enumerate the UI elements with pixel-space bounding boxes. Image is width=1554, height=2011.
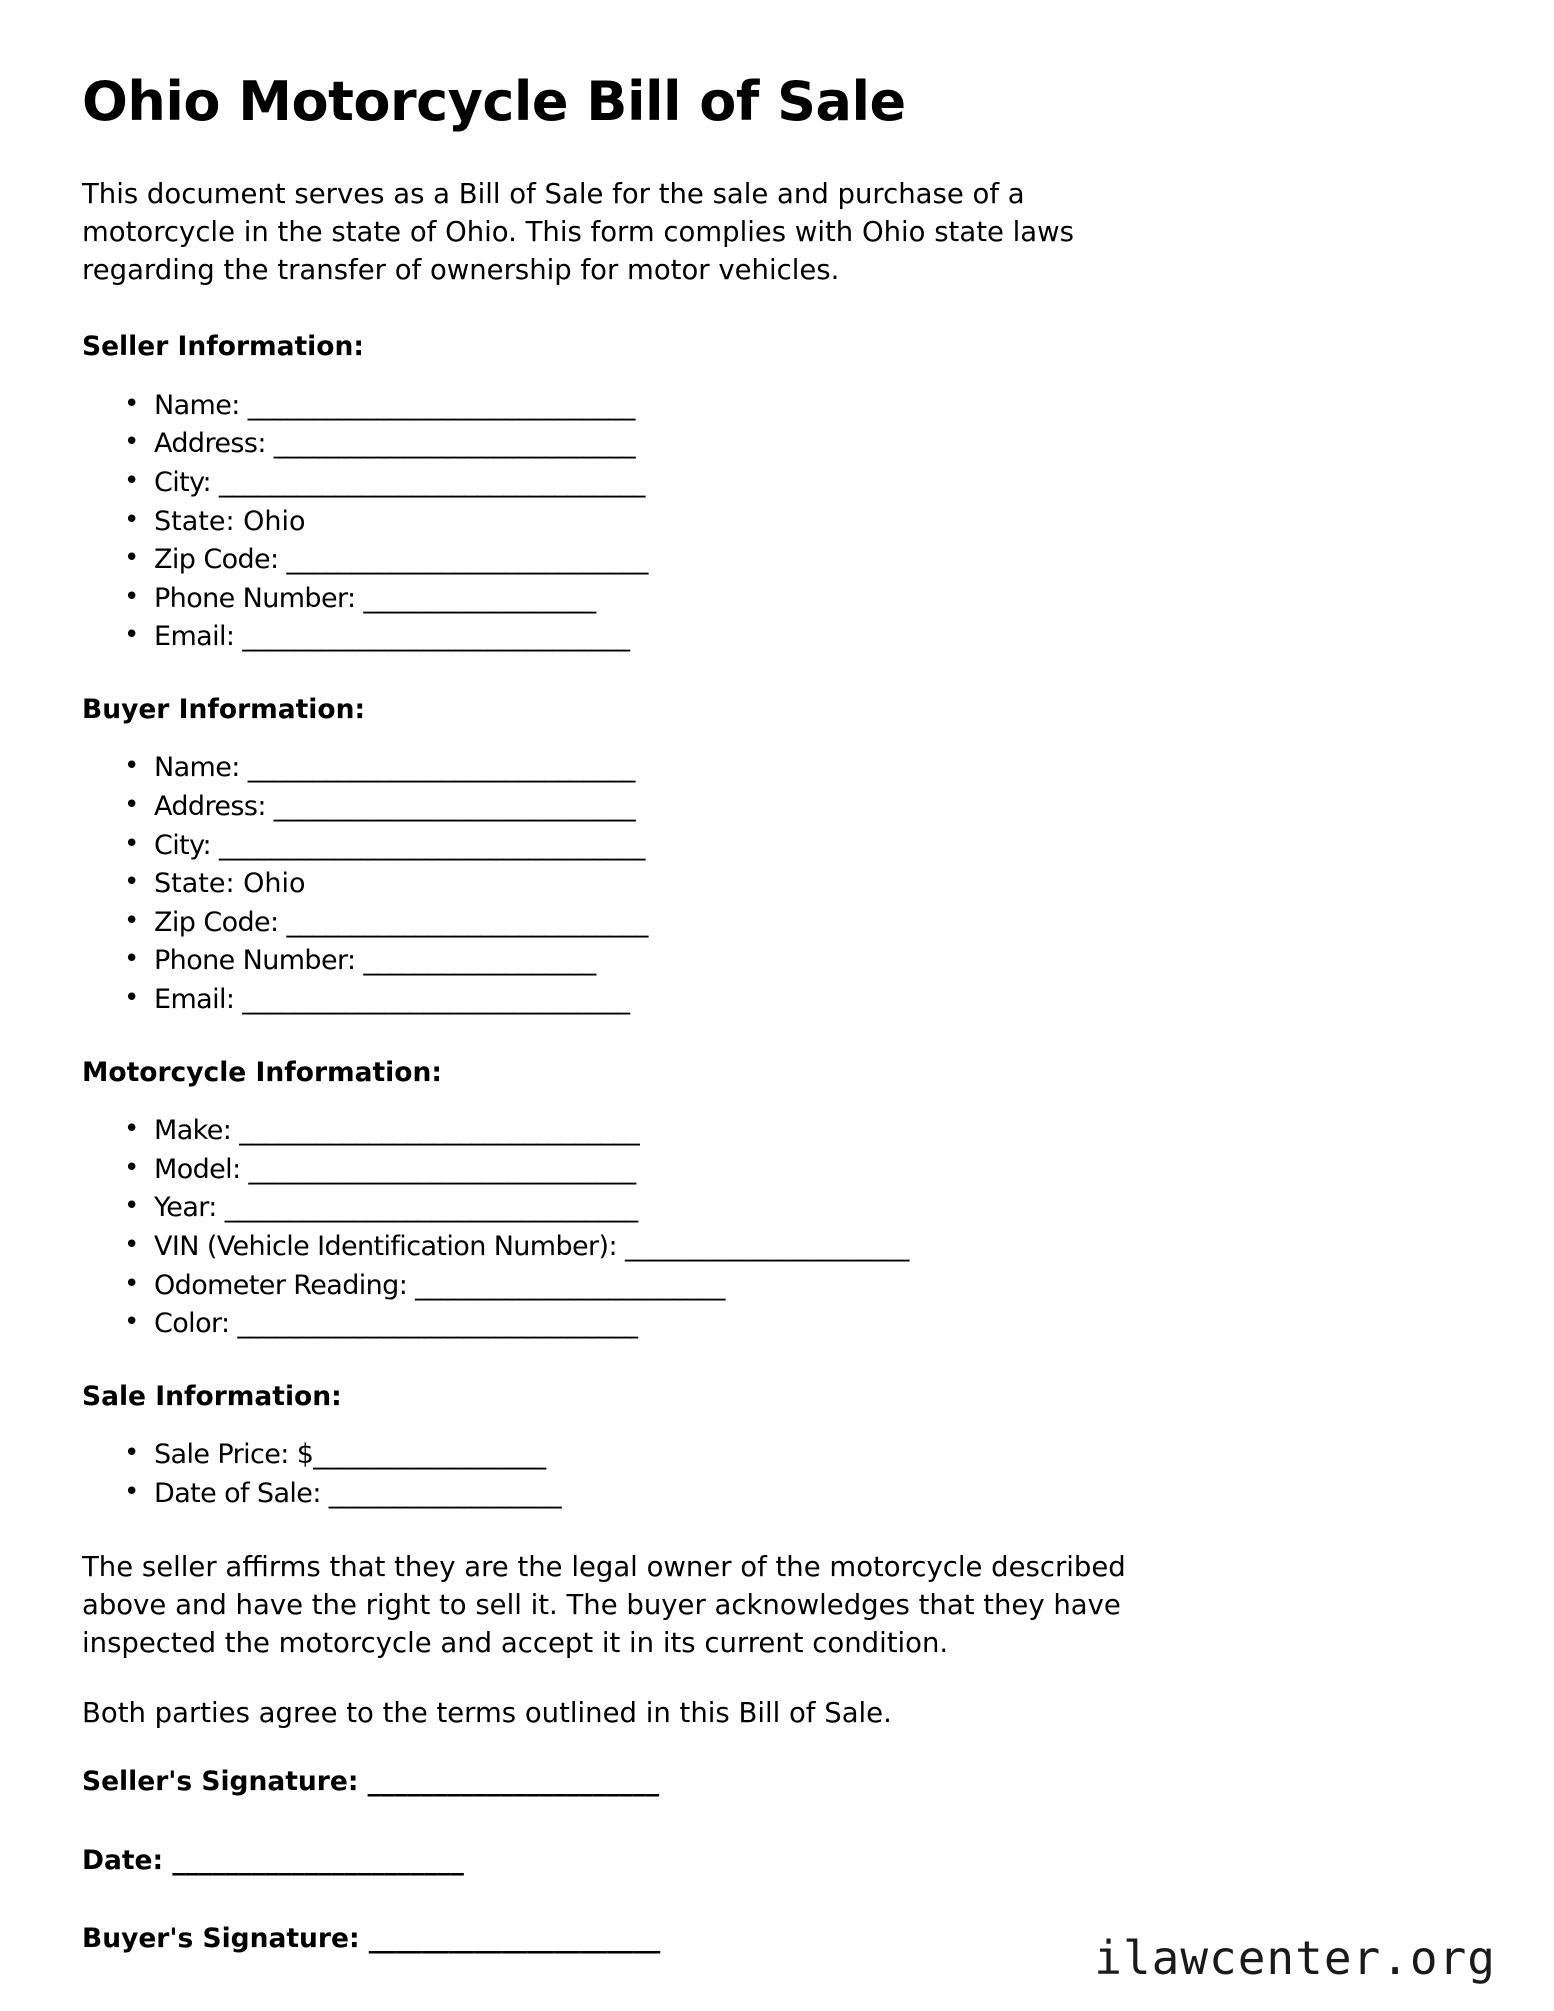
seller-field-address: Address: ____________________________: [154, 428, 636, 460]
site-watermark: ilawcenter.org: [1094, 1931, 1496, 1985]
list-item: [124, 865, 1464, 904]
buyer-information-fields: [82, 749, 1464, 1019]
seller-field-email: Email: ______________________________: [154, 621, 630, 653]
list-item: [124, 1436, 1464, 1475]
list-item: [124, 503, 1464, 542]
buyer-field-email: Email: ______________________________: [154, 984, 630, 1016]
buyer-field-city: City: _________________________________: [154, 829, 645, 861]
list-item: [124, 788, 1464, 827]
seller-field-phone: Phone Number: __________________: [154, 582, 596, 614]
sale-field-price: Sale Price: $__________________: [154, 1439, 546, 1471]
list-item: [124, 904, 1464, 943]
seller-field-zip: Zip Code: ____________________________: [154, 544, 648, 576]
page-title: Ohio Motorcycle Bill of Sale: [82, 70, 906, 133]
affirmation-paragraph: The seller affirms that they are the legal owner of the motorcycle described above and have the right to sell it. The buyer acknowledges that they have inspected the motorcycle and accept it in its current condition.: [82, 1551, 1126, 1660]
buyer-signature-line: Buyer's Signature: ______________________: [82, 1923, 661, 1955]
sale-information-heading: Sale Information:: [82, 1380, 342, 1412]
motorcycle-field-year: Year: ________________________________: [154, 1192, 638, 1224]
list-item: [124, 618, 1464, 657]
motorcycle-field-model: Model: ______________________________: [154, 1153, 636, 1185]
seller-information-fields: [82, 387, 1464, 657]
seller-field-city: City: _________________________________: [154, 466, 645, 498]
list-item: [124, 1267, 1464, 1306]
buyer-field-phone: Phone Number: __________________: [154, 945, 596, 977]
list-item: [124, 464, 1464, 503]
sale-field-date: Date of Sale: __________________: [154, 1477, 561, 1509]
seller-signature-line: Seller's Signature: ______________________: [82, 1766, 660, 1798]
list-item: [124, 425, 1464, 464]
motorcycle-information-heading: Motorcycle Information:: [82, 1056, 442, 1088]
buyer-field-zip: Zip Code: ____________________________: [154, 906, 648, 938]
list-item: [124, 1189, 1464, 1228]
buyer-field-name: Name: ______________________________: [154, 752, 635, 784]
list-item: [124, 1228, 1464, 1267]
date-line: Date: ______________________: [82, 1844, 464, 1876]
list-item: [124, 1475, 1464, 1514]
seller-information-heading: Seller Information:: [82, 331, 364, 363]
list-item: [124, 827, 1464, 866]
list-item: [124, 580, 1464, 619]
list-item: [124, 387, 1464, 426]
motorcycle-field-odometer: Odometer Reading: ________________________: [154, 1269, 725, 1301]
motorcycle-information-fields: [82, 1112, 1464, 1344]
buyer-field-address: Address: ____________________________: [154, 791, 636, 823]
list-item: [124, 1112, 1464, 1151]
motorcycle-field-vin: VIN (Vehicle Identification Number): ______________________: [154, 1230, 909, 1262]
list-item: [124, 541, 1464, 580]
list-item: [124, 942, 1464, 981]
motorcycle-field-color: Color: _______________________________: [154, 1308, 638, 1340]
buyer-field-state: State: Ohio: [154, 868, 306, 900]
agreement-paragraph: Both parties agree to the terms outlined in this Bill of Sale.: [82, 1697, 892, 1730]
motorcycle-field-make: Make: _______________________________: [154, 1115, 640, 1147]
list-item: [124, 981, 1464, 1020]
seller-field-name: Name: ______________________________: [154, 389, 635, 421]
list-item: [124, 1305, 1464, 1344]
buyer-information-heading: Buyer Information:: [82, 693, 366, 725]
seller-field-state: State: Ohio: [154, 505, 306, 537]
list-item: [124, 1151, 1464, 1190]
list-item: [124, 749, 1464, 788]
sale-information-fields: [82, 1436, 1464, 1513]
intro-paragraph: This document serves as a Bill of Sale for the sale and purchase of a motorcycle in the state of Ohio. This form complies with Ohio state laws regarding the transfer of ownership for motor vehicles.: [82, 178, 1074, 287]
